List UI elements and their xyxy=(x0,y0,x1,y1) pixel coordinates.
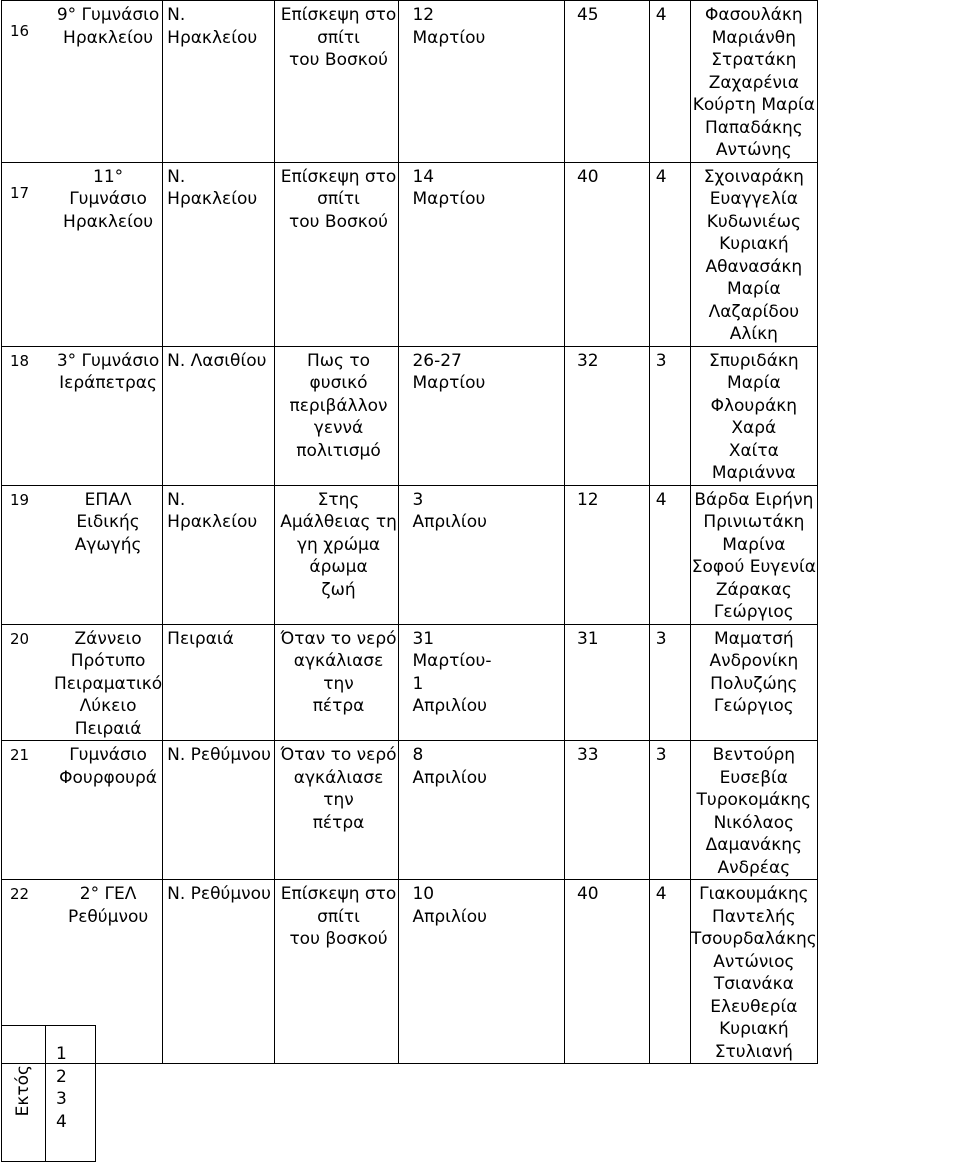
teacher-count-value: 3 xyxy=(655,628,667,649)
visit-date xyxy=(399,485,564,624)
visit-date xyxy=(399,624,564,741)
excluded-number: 2 xyxy=(56,1066,67,1087)
excluded-empty-cell xyxy=(96,1026,960,1162)
student-count xyxy=(564,624,649,741)
teacher-count-value: 4 xyxy=(655,166,667,187)
escort-names-line: Πολυζώης xyxy=(710,673,798,694)
escort-names-line: Μαρία xyxy=(727,279,781,299)
school-name-line: Αγωγής xyxy=(74,534,142,555)
escort-names-line: Μαρία xyxy=(727,373,781,393)
school-name-line: Λύκειο xyxy=(79,696,137,716)
prefecture-line: Ν. Ρεθύμνου xyxy=(167,745,271,765)
escort-names-line: Ευαγγελία xyxy=(709,189,798,209)
escort-names xyxy=(690,1,817,163)
escort-names-line: Φασουλάκη xyxy=(705,5,803,25)
prefecture-line: Ν. Λασιθίου xyxy=(167,350,267,371)
escort-names-line: Νικόλαος xyxy=(713,812,795,833)
visit-title-line: του βοσκού xyxy=(289,929,388,949)
escort-names-line: Τσουρδαλάκης xyxy=(690,929,817,949)
row-number-school-cell xyxy=(2,162,163,346)
visit-title xyxy=(274,485,399,624)
row-number: 18 xyxy=(10,351,30,370)
visit-title xyxy=(274,346,399,485)
teacher-count xyxy=(649,162,690,346)
teacher-count xyxy=(649,485,690,624)
escort-names-line: Μαματσή xyxy=(714,628,794,649)
excluded-number: 1 xyxy=(56,1044,67,1064)
escort-names-line: Μαριάνθη xyxy=(711,27,796,48)
visit-title-line: πέτρα xyxy=(312,696,365,716)
teacher-count-value: 4 xyxy=(655,5,667,25)
visit-date-line: Απριλίου xyxy=(412,696,487,716)
row-number-school-cell xyxy=(2,624,163,741)
student-count-value: 40 xyxy=(576,884,599,904)
table-row xyxy=(2,162,960,346)
escort-names-line: Ανδρέας xyxy=(717,857,791,878)
escort-names-line: Ζάρακας xyxy=(715,579,792,600)
visit-title-line: αγκάλιασε την xyxy=(293,651,384,694)
student-count-value: 40 xyxy=(576,166,599,187)
student-count xyxy=(564,1,649,163)
row-number: 16 xyxy=(10,22,30,40)
escort-names-line: Ευσεβία xyxy=(719,767,789,788)
visit-title xyxy=(274,162,399,346)
escort-names-line: Κυδωνιέως xyxy=(706,211,801,232)
visit-date-line: 8 xyxy=(412,745,424,765)
student-count-value: 12 xyxy=(576,489,599,510)
program-table xyxy=(1,0,960,1064)
excluded-number: 4 xyxy=(56,1111,67,1132)
visit-date-line: 26-27 xyxy=(412,350,462,371)
prefecture-line: Ν. xyxy=(167,5,186,25)
escort-names-line: Παπαδάκης xyxy=(704,117,803,138)
escort-names-line: Παντελής xyxy=(711,906,796,927)
visit-date-line: Απριλίου xyxy=(412,767,487,788)
visit-date-line: 14 xyxy=(412,166,435,187)
student-count-value: 45 xyxy=(576,5,599,25)
student-count xyxy=(564,485,649,624)
escort-names-line: Ελευθερία xyxy=(710,996,798,1017)
escort-names xyxy=(690,624,817,741)
prefecture xyxy=(163,346,274,485)
row-number: 20 xyxy=(10,629,30,648)
prefecture-line: Ν. Ρεθύμνου xyxy=(167,884,271,904)
school-name-line: ΕΠΑΛ xyxy=(84,489,132,510)
prefecture xyxy=(163,1,274,163)
escort-names-line: Αντώνης xyxy=(715,140,792,160)
excluded-numbers-cell xyxy=(46,1026,96,1162)
teacher-count xyxy=(649,346,690,485)
visit-title xyxy=(274,1,399,163)
visit-title-line: Όταν το νερό xyxy=(280,628,397,649)
escort-names-line: Σπυριδάκη xyxy=(708,350,799,371)
visit-title-line: πέτρα xyxy=(312,812,365,833)
student-count xyxy=(564,346,649,485)
visit-date-line: Μαρτίου- xyxy=(412,651,492,671)
prefecture xyxy=(163,162,274,346)
escort-names-line: Τσιανάκα xyxy=(713,974,794,994)
escort-names-line: Κούρτη Μαρία xyxy=(692,95,815,115)
visit-date-line: 10 xyxy=(412,884,435,904)
table-row xyxy=(2,1,960,163)
visit-title-line: αγκάλιασε την xyxy=(293,767,384,810)
row-number-school-cell xyxy=(2,485,163,624)
escort-names-line: Ζαχαρένια xyxy=(708,72,799,93)
school-name-line: 2° ΓΕΛ xyxy=(79,884,137,904)
teacher-count xyxy=(649,741,690,880)
teacher-count-value: 3 xyxy=(655,350,667,371)
row-number-school-cell xyxy=(2,741,163,880)
school-name-line: Γυμνάσιο xyxy=(69,189,147,209)
escort-names-line: Φλουράκη xyxy=(710,395,798,416)
prefecture-line: Ηρακλείου xyxy=(167,189,258,209)
school-name-line: Πειραιά xyxy=(74,718,142,739)
school-name-line: Πειραματικό xyxy=(54,673,163,694)
escort-names-line: Χαίτα xyxy=(728,440,779,461)
table-row xyxy=(2,624,960,741)
prefecture-line: Πειραιά xyxy=(167,628,234,649)
prefecture-line: Ν. xyxy=(167,166,186,187)
row-number: 19 xyxy=(10,490,30,509)
visit-date-line: Απριλίου xyxy=(412,906,487,927)
visit-title xyxy=(274,741,399,880)
visit-title-line: ζωή xyxy=(321,579,356,600)
prefecture xyxy=(163,741,274,880)
visit-date-line: Μαρτίου xyxy=(412,189,486,209)
excluded-section xyxy=(1,1025,959,1162)
escort-names-line: Πρινιωτάκη xyxy=(703,512,805,532)
school-name-line: Ρεθύμνου xyxy=(67,906,149,927)
escort-names-line: Γιακουμάκης xyxy=(699,884,809,904)
prefecture-line: Ηρακλείου xyxy=(167,512,258,532)
teacher-count-value: 3 xyxy=(655,745,667,765)
visit-title-line: Επίσκεψη στο σπίτι xyxy=(280,884,397,927)
prefecture-line: Ν. xyxy=(167,489,186,510)
prefecture xyxy=(163,485,274,624)
escort-names-line: Γεώργιος xyxy=(713,696,794,716)
visit-title-line: Πως το φυσικό xyxy=(307,350,371,393)
escort-names-line: Δαμανάκης xyxy=(705,835,803,855)
escort-names-line: Κυριακή xyxy=(719,1019,789,1039)
escort-names-line: Κυριακή xyxy=(719,234,789,254)
visit-date xyxy=(399,162,564,346)
table-row xyxy=(2,485,960,624)
excluded-number: 3 xyxy=(56,1089,67,1109)
escort-names-line: Ανδρονίκη xyxy=(709,651,799,671)
excluded-label-cell xyxy=(2,1026,46,1162)
school-name-line: 11° xyxy=(93,166,124,187)
escort-names-line: Μαριάννα xyxy=(711,463,796,483)
visit-title-line: του Βοσκού xyxy=(289,211,389,232)
escort-names-line: Λαζαρίδου xyxy=(708,301,800,322)
escort-names-line: Σοφού Ευγενία xyxy=(691,557,816,577)
teacher-count xyxy=(649,1,690,163)
escort-names-line: Μαρίνα xyxy=(722,534,786,555)
visit-date-line: Μαρτίου xyxy=(412,373,486,393)
student-count-value: 33 xyxy=(576,745,599,765)
student-count-value: 31 xyxy=(576,628,599,649)
visit-title xyxy=(274,624,399,741)
school-name-line: Ηρακλείου xyxy=(63,27,154,48)
visit-title-line: του Βοσκού xyxy=(289,50,389,70)
school-name-line: Ειδικής xyxy=(76,512,140,532)
school-name-line: Γυμνάσιο xyxy=(69,745,147,765)
escort-names-line: Αλίκη xyxy=(729,324,778,344)
student-count xyxy=(564,741,649,880)
school-name-line: Ιεράπετρας xyxy=(59,373,157,393)
escort-names-line: Τυροκομάκης xyxy=(696,790,812,810)
escort-names-line: Βάρδα Ειρήνη xyxy=(694,489,814,510)
prefecture xyxy=(163,624,274,741)
visit-title-line: Στης Αμάλθειας τη xyxy=(280,489,397,532)
prefecture-line: Ηρακλείου xyxy=(167,27,258,48)
teacher-count-value: 4 xyxy=(655,489,667,510)
row-number: 17 xyxy=(10,183,30,202)
visit-date-line: Μαρτίου xyxy=(412,27,486,48)
escort-names-line: Βεντούρη xyxy=(712,745,796,765)
escort-names xyxy=(690,741,817,880)
escort-names xyxy=(690,485,817,624)
visit-title-line: Όταν το νερό xyxy=(280,745,397,765)
school-name-line: Ηρακλείου xyxy=(63,211,154,232)
visit-date-line: 1 xyxy=(412,673,424,694)
table-row xyxy=(2,346,960,485)
teacher-count-value: 4 xyxy=(655,884,667,904)
visit-date-line: 31 xyxy=(412,628,435,649)
escort-names-line: Γεώργιος xyxy=(713,602,794,622)
escort-names xyxy=(690,346,817,485)
visit-date xyxy=(399,1,564,163)
school-name-line: 3° Γυμνάσιο xyxy=(56,350,160,371)
teacher-count xyxy=(649,624,690,741)
visit-title-line: γη χρώμα άρωμα xyxy=(296,534,381,577)
visit-title-line: Επίσκεψη στο σπίτι xyxy=(280,166,397,209)
excluded-label: Εκτός xyxy=(13,1064,34,1116)
escort-names-line: Στρατάκη xyxy=(711,50,797,70)
school-name-line: Φουρφουρά xyxy=(59,767,157,788)
escort-names-line: Χαρά xyxy=(731,418,777,438)
escort-names-line: Σχοιναράκη xyxy=(703,166,804,187)
visit-date xyxy=(399,346,564,485)
escort-names xyxy=(690,162,817,346)
visit-date-line: 12 xyxy=(412,5,435,25)
escort-names-line: Αθανασάκη xyxy=(705,256,803,277)
visit-date-line: 3 xyxy=(412,489,424,510)
visit-date xyxy=(399,741,564,880)
school-name-line: 9° Γυμνάσιο xyxy=(56,5,160,25)
visit-title-line: περιβάλλον γεννά xyxy=(289,395,388,438)
escort-names-line: Αντώνιος xyxy=(713,951,795,972)
visit-title-line: Επίσκεψη στο σπίτι xyxy=(280,5,397,48)
student-count-value: 32 xyxy=(576,350,599,371)
row-number: 21 xyxy=(10,746,30,764)
row-number-school-cell xyxy=(2,1,163,163)
school-name-line: Πρότυπο xyxy=(70,651,146,671)
school-name-line: Ζάννειο xyxy=(74,628,142,649)
visit-date-line: Απριλίου xyxy=(412,512,487,532)
visit-title-line: πολιτισμό xyxy=(296,440,381,461)
table-row xyxy=(2,741,960,880)
student-count xyxy=(564,162,649,346)
escort-names-line: Στυλιανή xyxy=(714,1041,793,1062)
row-number-school-cell xyxy=(2,346,163,485)
row-number: 22 xyxy=(10,885,30,903)
